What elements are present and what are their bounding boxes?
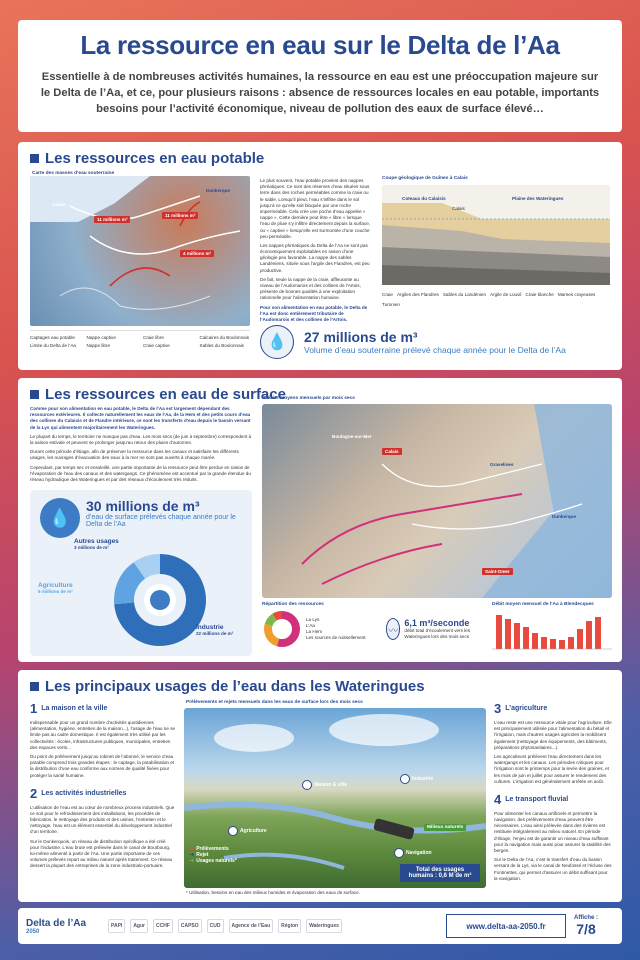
partner-logo: PAPI bbox=[108, 919, 125, 933]
legend-item: ➜ Rejet bbox=[190, 852, 209, 858]
square-icon bbox=[30, 390, 39, 399]
partner-logo: Wateringues bbox=[306, 919, 342, 933]
map-overlay bbox=[30, 176, 250, 326]
stat-subtitle: Volume d’eau souterraine prélevé chaque année pour le Delta de l’Aa bbox=[304, 345, 566, 355]
geological-section bbox=[382, 176, 610, 308]
geo-legend-item: Argile de Louvil bbox=[490, 292, 522, 297]
map-label-calais: Calais bbox=[52, 202, 66, 207]
wateringues-photo bbox=[184, 708, 486, 888]
website-link[interactable]: www.delta-aa-2050.fr bbox=[446, 914, 566, 938]
pie-legend-item: La Hem bbox=[306, 629, 323, 634]
pie-caption: Répartition des ressources bbox=[262, 602, 324, 607]
delta-aa-logo: Delta de l’Aa 2050 bbox=[26, 917, 87, 935]
map-tag: 4 millions m³ bbox=[180, 250, 214, 257]
flow-subtitle: débit total d’écoulement vers les Wateringues lors des mois secs bbox=[404, 627, 471, 639]
intro-text: Essentielle à de nombreuses activités humaines, la ressource en eau est une préoccupation majeure sur le Delta de l’Aa, et ce, pour plusieurs raisons : absence de ressources locales en eau potable, importants besoins pour l’activité économique, niveau de pollution des eaux de surface élevé… bbox=[40, 71, 600, 116]
partner-logo: CUD bbox=[207, 919, 224, 933]
bar-caption: Débit moyen mensuel de l’Aa à Blendecques bbox=[492, 602, 594, 607]
pie-legend-item: La Lys bbox=[306, 616, 320, 622]
total-usage-badge: Total des usages humains : 0,6 M de m³ bbox=[400, 864, 480, 882]
river-network bbox=[262, 404, 612, 598]
flow-icon: 〰 bbox=[386, 618, 400, 640]
geo-legend-item: Sables du Landénien bbox=[442, 292, 487, 297]
use-label-industrie: Industrie bbox=[400, 774, 433, 784]
groundwater-map bbox=[30, 176, 250, 326]
map-place-label: Calais bbox=[382, 448, 402, 455]
uses-left-column: 1 La maison et la ville Indispensable pour un grand nombre d’activités quotidiennes (alimentation, hygiène, entretien de la maison...), l’usage de l’eau ne se limite pas au cadre domestique. Il est également très utilisé par les collectivités : écoles, infrastructures publiques, municipales, entretien des espaces verts... Du point de prélèvement jusqu’au robinet de l’abonné, le service d’eau potable comprend trois grandes étapes : le captage, la potabilisation et la distribution d’une eau conforme aux normes de qualité fixées pour protéger la santé humaine. 2 Les activités industrielles L’utilisation de l’eau est au cœur de nombreux process industriels. Que ce soit pour le refroidissement des installations, les procédés de fabrication, le nettoyage des produits et des usines, l’entretien et le nettoyage, l’eau est un élément essentiel du développement industriel d’un territoire. Sur le Dunkerquois, un réseau de distribution spécifique a été créé pour l’industrie. L’eau brute est prélevée dans le canal de Bourbourg, lui-même alimenté à partir de l’Aa. Une partie importante de ces volumes prélevés repart au milieu naturel après traitement. Ce réseau dessert la plupart des entreprises de la zone industrialo-portuaire. bbox=[30, 701, 176, 869]
use-title: L’agriculture bbox=[505, 705, 548, 713]
section-title: Les ressources en eau de surface bbox=[30, 386, 610, 403]
use-label-maison: Maison & ville bbox=[302, 780, 347, 790]
photo-caption: Prélèvements et rejets mensuels dans les eaux de surface lors des mois secs bbox=[186, 700, 363, 705]
use-title: Le transport fluvial bbox=[505, 796, 569, 804]
map-label-dunkerque: Dunkerque bbox=[206, 188, 230, 193]
uses-right-column: 3 L’agriculture L’eau reste est une ressource vitale pour l’agriculture. Elle est principalement utilisée pour l’alimentation du bétail et l’irrigation, mais d’autres usages agricoles la mobilisent également (nettoyage des équipements, des bâtiments, préparations phytosanitaires...). Les agriculteurs prélèvent l’eau directement dans les watergangs et les canaux. Les périodes critiques pour l’irrigation sont le printemps pour la levée des graines, et les mois de juin et juillet pour assurer le rendement des cultures. L’irrigation est généralement arrêtée en août. 4 Le transport fluvial Pour alimenter les canaux artificiels et permettre la navigation, des prélèvements d’eau peuvent être nécessaires. L’eau ainsi prélevée dans des rivières est restituée intégralement au milieu naturel. En période d’étiage, l’enjeu est de garantir un niveau d’eau suffisant pour la navigation mais aussi pour assurer la stabilité des berges. Sur le Delta de l’Aa, c’est le transfert d’eau du bassin versant de la Lys, via le canal de Neufossé et l’écluse des Fontinettes, qui permet d’assurer un débit suffisant pour la navigation. bbox=[494, 701, 612, 881]
surface-water-text: Comme pour son alimentation en eau potable, le Delta de l’Aa est largement dépendant des ressources extérieures. Il collecte naturellement les eaux de l’Aa, de la Hem et des petits cours d’eau des collines du Calaisis et de Flandre intérieure, ce sont les transferts d’eau depuis le bassin versant de la Lys qui alimentent majoritairement les Wateringues. Le plupart du temps, le territoire ne manque pas d’eau. Les mois secs (de juin à septembre) correspondent à la saison estivale et peuvent se prolonger jusqu’au retour des pluies d’automne. Durant cette période d’étiage, afin de préserver la ressource dans les canaux et satisfaire les différents usages, les ouvrages d’évacuation des eaux à la mer ne sont pas ouverts à chaque marée. Cependant, par temps sec et ensoleillé, une partie importante de la ressource peut être perdue en raison de l’évaporation de l’eau des canaux et des watergangs. Ce phénomène est accentué par la grande étendue du réseau hydraulique des Wateringues et par des réseaux d’écoulement très réduits. bbox=[30, 406, 252, 482]
section-surface-water bbox=[18, 378, 622, 662]
donut-subtitle: d’eau de surface prélevés chaque année pour le Delta de l’Aa bbox=[86, 514, 236, 528]
footnote: * Utilisation, besoins en eau des milieux humides et évaporation des eaux de surface. bbox=[186, 890, 360, 895]
map-place-label: Saint-Omer bbox=[482, 568, 513, 575]
donut-label-other: Autres usages bbox=[74, 538, 119, 545]
footer bbox=[18, 908, 622, 944]
map-place-label: Gravelines bbox=[490, 462, 514, 467]
use-title: La maison et la ville bbox=[41, 705, 108, 713]
map-tag: 11 millions m³ bbox=[94, 216, 130, 223]
geo-legend-item: Marnes crayeuses bbox=[557, 292, 596, 297]
geo-caption: Coupe géologique de Guînes à Calais bbox=[382, 176, 468, 181]
map-caption: Débits moyens mensuels par mois secs bbox=[264, 396, 355, 401]
boat-icon bbox=[394, 848, 404, 858]
geo-legend-item: Argiles des Flandres bbox=[396, 292, 439, 297]
legend-item: ➜ Usages naturels* bbox=[190, 858, 237, 864]
photo-legend bbox=[190, 846, 237, 864]
water-drop-icon: 💧 bbox=[260, 325, 294, 359]
legend-item: Craie captive bbox=[143, 343, 170, 349]
section-title: Les principaux usages de l’eau dans les Wateringues bbox=[30, 678, 610, 695]
use-label-navigation: Navigation bbox=[394, 848, 432, 858]
partner-logos bbox=[108, 919, 438, 933]
donut-label-industry: Industrie bbox=[196, 624, 224, 631]
factory-icon bbox=[400, 774, 410, 784]
geo-label: Plaine des Wateringues bbox=[512, 196, 564, 201]
pie-legend-item: L’Aa bbox=[306, 622, 315, 628]
stat-value: 27 millions de m³ bbox=[304, 329, 418, 345]
map-place-label: Boulogne-sur-Mer bbox=[332, 434, 372, 439]
water-drop-icon: 💧 bbox=[40, 498, 80, 538]
resources-pie-panel bbox=[262, 602, 380, 656]
geo-legend-item: Craie blanche bbox=[525, 292, 554, 297]
map-legend bbox=[30, 330, 250, 362]
surface-water-stats bbox=[262, 602, 612, 656]
header bbox=[18, 20, 622, 132]
legend-item: ➜ Prélèvements bbox=[190, 846, 229, 852]
flow-stat bbox=[386, 602, 486, 656]
partner-logo: CAPSO bbox=[178, 919, 202, 933]
page-title: La ressource en eau sur le Delta de l’Aa bbox=[80, 30, 560, 60]
geo-legend-item: Turonien bbox=[382, 302, 400, 308]
monthly-flow-bars bbox=[492, 607, 612, 651]
use-label-agriculture: Agriculture bbox=[228, 826, 267, 836]
partner-logo: Agence de l’Eau bbox=[229, 919, 274, 933]
house-icon bbox=[302, 780, 312, 790]
partner-logo: Agur bbox=[130, 919, 148, 933]
poster-number: Affiche : 7/8 bbox=[574, 915, 598, 937]
section-water-uses bbox=[18, 670, 622, 902]
legend-item: Captages eau potable bbox=[30, 335, 75, 340]
flow-value: 6,1 m³/seconde bbox=[404, 617, 470, 628]
resources-pie bbox=[262, 609, 302, 649]
geo-legend-item: Craie bbox=[382, 292, 393, 297]
pie-legend-item: Les sources de ruissellement bbox=[306, 635, 366, 641]
partner-logo: CCHF bbox=[153, 919, 173, 933]
surface-water-donut-card: 💧 30 millions de m³ d’eau de surface prélevés chaque année pour le Delta de l’Aa Autres usages 3 millions de m³ Agriculture 5 millions de m³ Industrie 22 millions de m³ bbox=[30, 490, 252, 656]
map-caption: Carte des masses d’eau souterraine bbox=[32, 171, 115, 176]
square-icon bbox=[30, 682, 39, 691]
map-tag: 11 millions m³ bbox=[162, 212, 198, 219]
use-label-milieux: Milieux naturels bbox=[424, 824, 466, 831]
legend-item: Nappe captive bbox=[86, 335, 116, 340]
section-title: Les ressources en eau potable bbox=[30, 150, 610, 167]
groundwater-stat bbox=[260, 320, 610, 364]
monthly-flow-chart bbox=[492, 602, 612, 656]
drinking-water-text: Le plus souvent, l’eau potable provient des nappes phréatiques. Ce sont des réserves d’eau situées sous terre dans des roches perméables comme la craie ou le sable. Lorsqu’il pleut, l’eau s’infiltre dans le sol jusqu’à ce qu’elle soit bloquée par une roche imperméable. Cela crée une poche d’eau appelée « nappe ». Cette dernière peut être « libre » lorsque l’eau de pluie s’y infiltre directement depuis la surface, ou « captive » lorsqu’elle est surmontée d’une couche peu perméable. Les nappes phréatiques du Delta de l’Aa ne sont pas économiquement exploitables en raison d’une géologie peu favorable. La nappe des sables Landéniens, située sous l’argile des Flandres, est peu productive. De fait, seule la nappe de la craie, affleurante au niveau de l’Audomarois et des collines de l’Artois, présente de bonnes qualités à une exploitation rationnelle pour l’alimentation humaine. Pour son alimentation en eau potable, le Delta de l’Aa est donc entièrement tributaire de l’Audomarois et des collines de l’Artois. bbox=[260, 178, 371, 322]
square-icon bbox=[30, 154, 39, 163]
map-place-label: Dunkerque bbox=[552, 514, 576, 519]
legend-item: Sables du Boulonnais bbox=[199, 343, 244, 349]
donut-value: 30 millions de m³ bbox=[86, 498, 200, 514]
donut-label-agriculture: Agriculture bbox=[38, 582, 73, 589]
geo-label: Calais bbox=[452, 206, 465, 211]
legend-item: Limite du Delta de l’Aa bbox=[30, 343, 76, 349]
geo-label: Coteaux du Calaisis bbox=[402, 196, 446, 201]
legend-item: Nappe libre bbox=[86, 343, 110, 349]
surface-water-3d-map bbox=[262, 404, 612, 598]
legend-item: Craie libre bbox=[143, 335, 164, 340]
section-drinking-water bbox=[18, 142, 622, 370]
use-title: Les activités industrielles bbox=[41, 789, 127, 797]
legend-item: Calcaires du Boulonnais bbox=[199, 335, 250, 340]
tractor-icon bbox=[228, 826, 238, 836]
partner-logo: Région bbox=[278, 919, 301, 933]
